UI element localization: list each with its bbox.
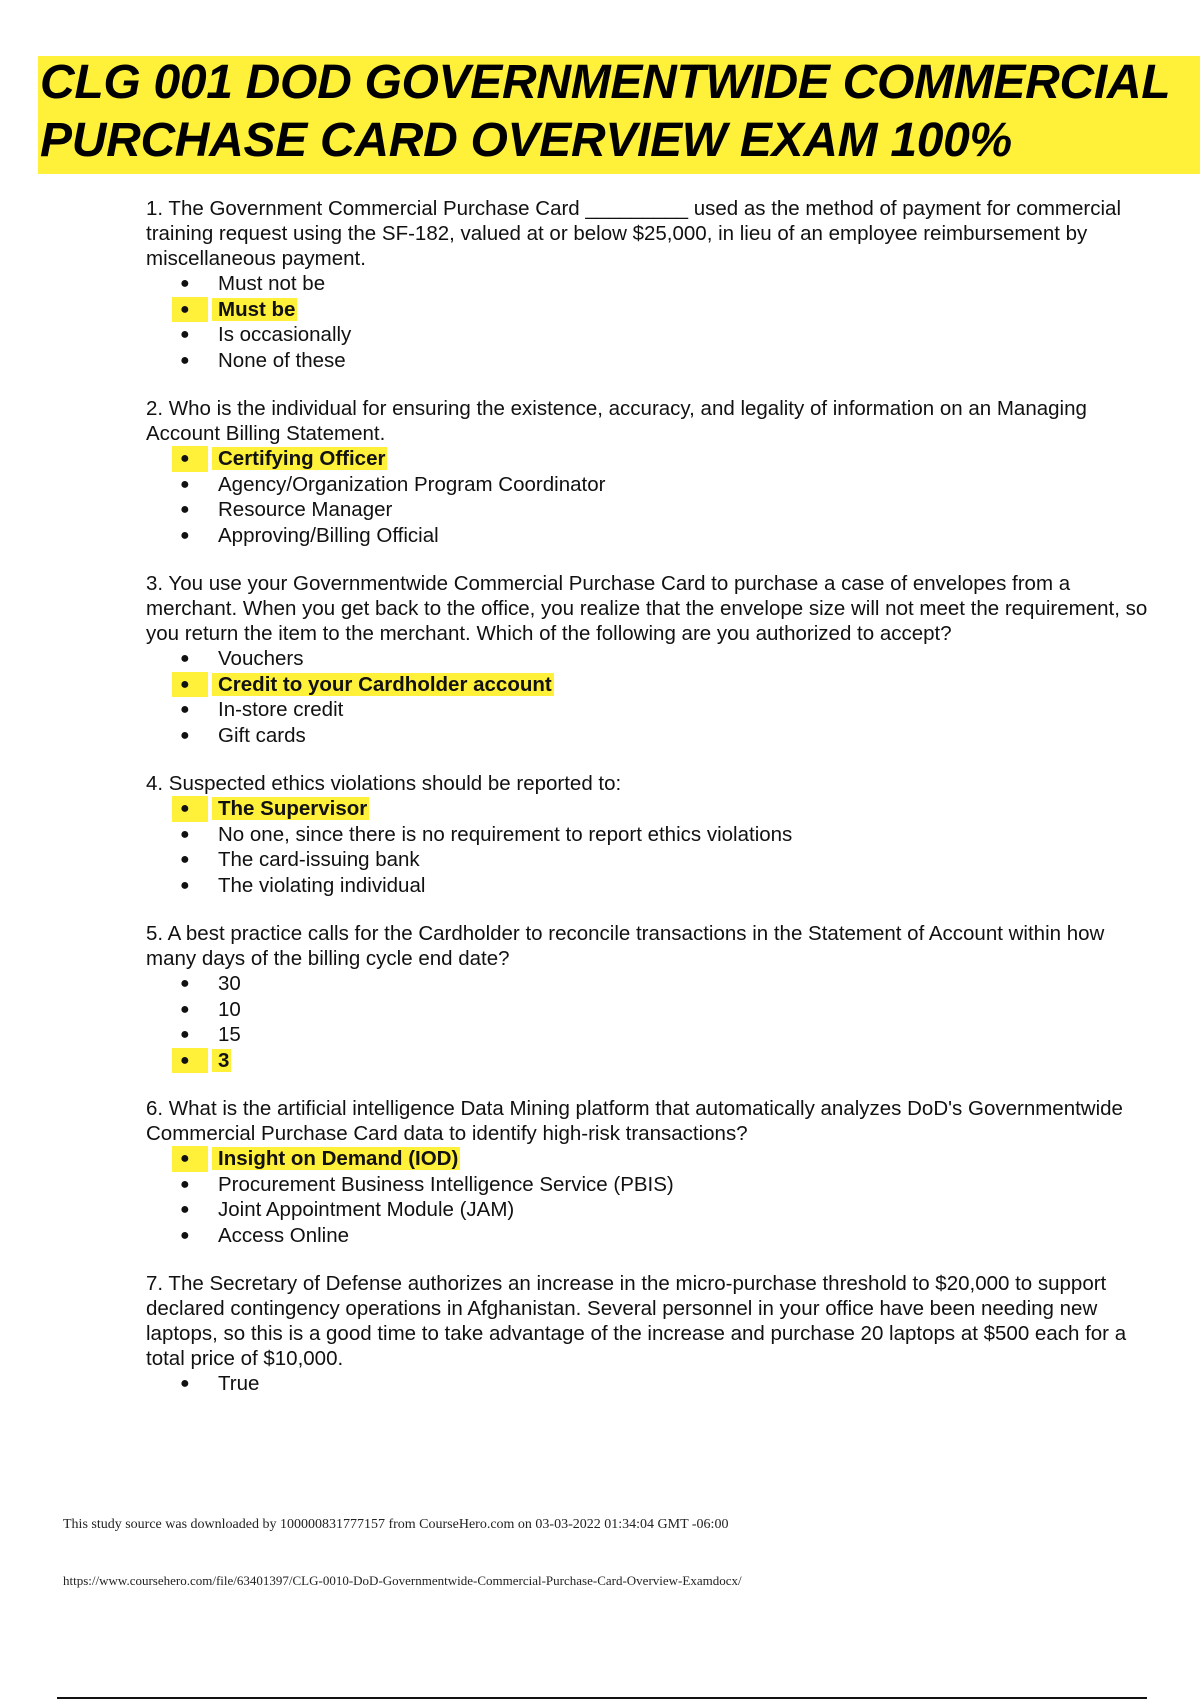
option-label: Is occasionally (218, 323, 352, 346)
option-label: Must be (212, 298, 297, 321)
option-label: 30 (218, 972, 241, 995)
question-1 (146, 196, 1156, 373)
option-label: None of these (218, 348, 346, 372)
correct-answer-option (146, 796, 1156, 822)
option-label: 10 (218, 997, 241, 1021)
correct-answer-option (146, 446, 1156, 472)
bullet-icon: ● (180, 975, 190, 992)
question-6 (146, 1096, 1156, 1248)
question-7 (146, 1271, 1156, 1397)
answer-options (146, 796, 1156, 898)
bullet-icon: ● (172, 297, 208, 323)
option-label: No one, since there is no requirement to report ethics violations (218, 822, 793, 846)
answer-options (146, 971, 1156, 1073)
question-list (146, 196, 1156, 1420)
title-line-1: CLG 001 DOD GOVERNMENTWIDE COMMERCIAL (40, 56, 1171, 109)
bullet-icon: ● (180, 650, 190, 667)
bullet-icon: ● (180, 351, 190, 369)
answer-option (146, 1371, 1156, 1397)
bullet-icon: ● (180, 526, 190, 544)
bullet-icon: ● (180, 1375, 190, 1392)
question-text: 5. A best practice calls for the Cardholder to reconcile transactions in the Statement of Account within how many days of the billing cycle end date? (146, 922, 1105, 970)
option-label: Certifying Officer (212, 447, 387, 470)
answer-option (146, 997, 1156, 1023)
option-label: Vouchers (218, 647, 304, 670)
option-label: 3 (212, 1049, 231, 1072)
question-5 (146, 921, 1156, 1073)
answer-option (146, 723, 1156, 749)
document-title (40, 54, 1200, 170)
option-label: Gift cards (218, 723, 306, 747)
answer-option (146, 1022, 1156, 1048)
bullet-icon: ● (172, 1048, 208, 1074)
option-label: Procurement Business Intelligence Service (PBIS) (218, 1172, 674, 1196)
correct-answer-option (146, 1048, 1156, 1074)
answer-option (146, 322, 1156, 348)
download-source-note: This study source was downloaded by 100000831777157 from CourseHero.com on 03-03-2022 01:34:04 GMT -06:00 (63, 1517, 729, 1532)
answer-option (146, 697, 1156, 723)
bullet-icon: ● (180, 1226, 190, 1244)
answer-options (146, 1371, 1156, 1397)
answer-option (146, 971, 1156, 997)
bullet-icon: ● (180, 1175, 190, 1193)
bullet-icon: ● (180, 701, 190, 718)
bullet-icon: ● (180, 475, 190, 493)
bullet-icon: ● (180, 876, 190, 894)
bullet-icon: ● (180, 726, 190, 744)
option-label: In-store credit (218, 698, 344, 721)
answer-options (146, 446, 1156, 548)
correct-answer-option (146, 672, 1156, 698)
question-text: 6. What is the artificial intelligence Data Mining platform that automatically analyzes DoD's Governmentwide Commercial Purchase Card data to identify high-risk transactions? (146, 1097, 1123, 1145)
bullet-icon: ● (172, 796, 208, 822)
option-label: Access Online (218, 1223, 350, 1247)
title-line-2: PURCHASE CARD OVERVIEW EXAM 100% (40, 114, 1012, 167)
bullet-icon: ● (180, 1026, 190, 1043)
question-text: 1. The Government Commercial Purchase Card _________ used as the method of payment for commercial training request using the SF-182, valued at or below $25,000, in lieu of an employee reimbursement by miscellaneous payment. (146, 197, 1122, 270)
answer-option (146, 348, 1156, 374)
bullet-icon: ● (180, 275, 190, 292)
answer-option (146, 1197, 1156, 1223)
option-label: Credit to your Cardholder account (212, 673, 554, 696)
bullet-icon: ● (172, 1146, 208, 1172)
bullet-icon: ● (172, 672, 208, 698)
answer-option (146, 822, 1156, 848)
bullet-icon: ● (180, 1000, 190, 1018)
question-text: 7. The Secretary of Defense authorizes an increase in the micro-purchase threshold to $20,000 to support declared contingency operations in Afghanistan. Several personnel in your office have been needing new laptops, so this is a good time to take advantage of the increase and purchase 20 laptops at $500 each for a total price of $10,000. (146, 1272, 1127, 1370)
option-label: Must not be (218, 272, 326, 295)
bullet-icon: ● (180, 501, 190, 518)
option-label: Insight on Demand (IOD) (212, 1147, 460, 1170)
answer-option (146, 646, 1156, 672)
answer-options (146, 271, 1156, 373)
answer-option (146, 873, 1156, 899)
option-label: The violating individual (218, 873, 426, 897)
bullet-icon: ● (180, 851, 190, 868)
option-label: Resource Manager (218, 498, 393, 521)
bullet-icon: ● (180, 326, 190, 343)
option-label: Agency/Organization Program Coordinator (218, 472, 606, 496)
option-label: 15 (218, 1023, 241, 1046)
answer-option (146, 523, 1156, 549)
answer-option (146, 847, 1156, 873)
answer-option (146, 472, 1156, 498)
question-text: 2. Who is the individual for ensuring the existence, accuracy, and legality of information on an Managing Account Billing Statement. (146, 397, 1087, 445)
source-url: https://www.coursehero.com/file/63401397/CLG-0010-DoD-Governmentwide-Commercial-Purchase-Card-Overview-Examdocx/ (63, 1573, 742, 1588)
correct-answer-option (146, 297, 1156, 323)
answer-options (146, 1146, 1156, 1248)
question-text: 4. Suspected ethics violations should be reported to: (146, 772, 622, 795)
answer-option (146, 1172, 1156, 1198)
page-bottom-rule (57, 1697, 1147, 1699)
option-label: The card-issuing bank (218, 848, 420, 871)
answer-option (146, 1223, 1156, 1249)
question-3 (146, 571, 1156, 748)
question-text: 3. You use your Governmentwide Commercial Purchase Card to purchase a case of envelopes from a merchant. When you get back to the office, you realize that the envelope size will not meet the requirement, so you return the item to the merchant. Which of the following are you authorized to accept? (146, 572, 1148, 645)
question-4 (146, 771, 1156, 898)
answer-options (146, 646, 1156, 748)
bullet-icon: ● (180, 1201, 190, 1218)
correct-answer-option (146, 1146, 1156, 1172)
bullet-icon: ● (180, 825, 190, 843)
question-2 (146, 396, 1156, 548)
option-label: The Supervisor (212, 797, 369, 820)
answer-option (146, 497, 1156, 523)
option-label: Joint Appointment Module (JAM) (218, 1198, 515, 1221)
bullet-icon: ● (172, 446, 208, 472)
option-label: Approving/Billing Official (218, 523, 439, 547)
option-label: True (218, 1372, 260, 1395)
answer-option (146, 271, 1156, 297)
